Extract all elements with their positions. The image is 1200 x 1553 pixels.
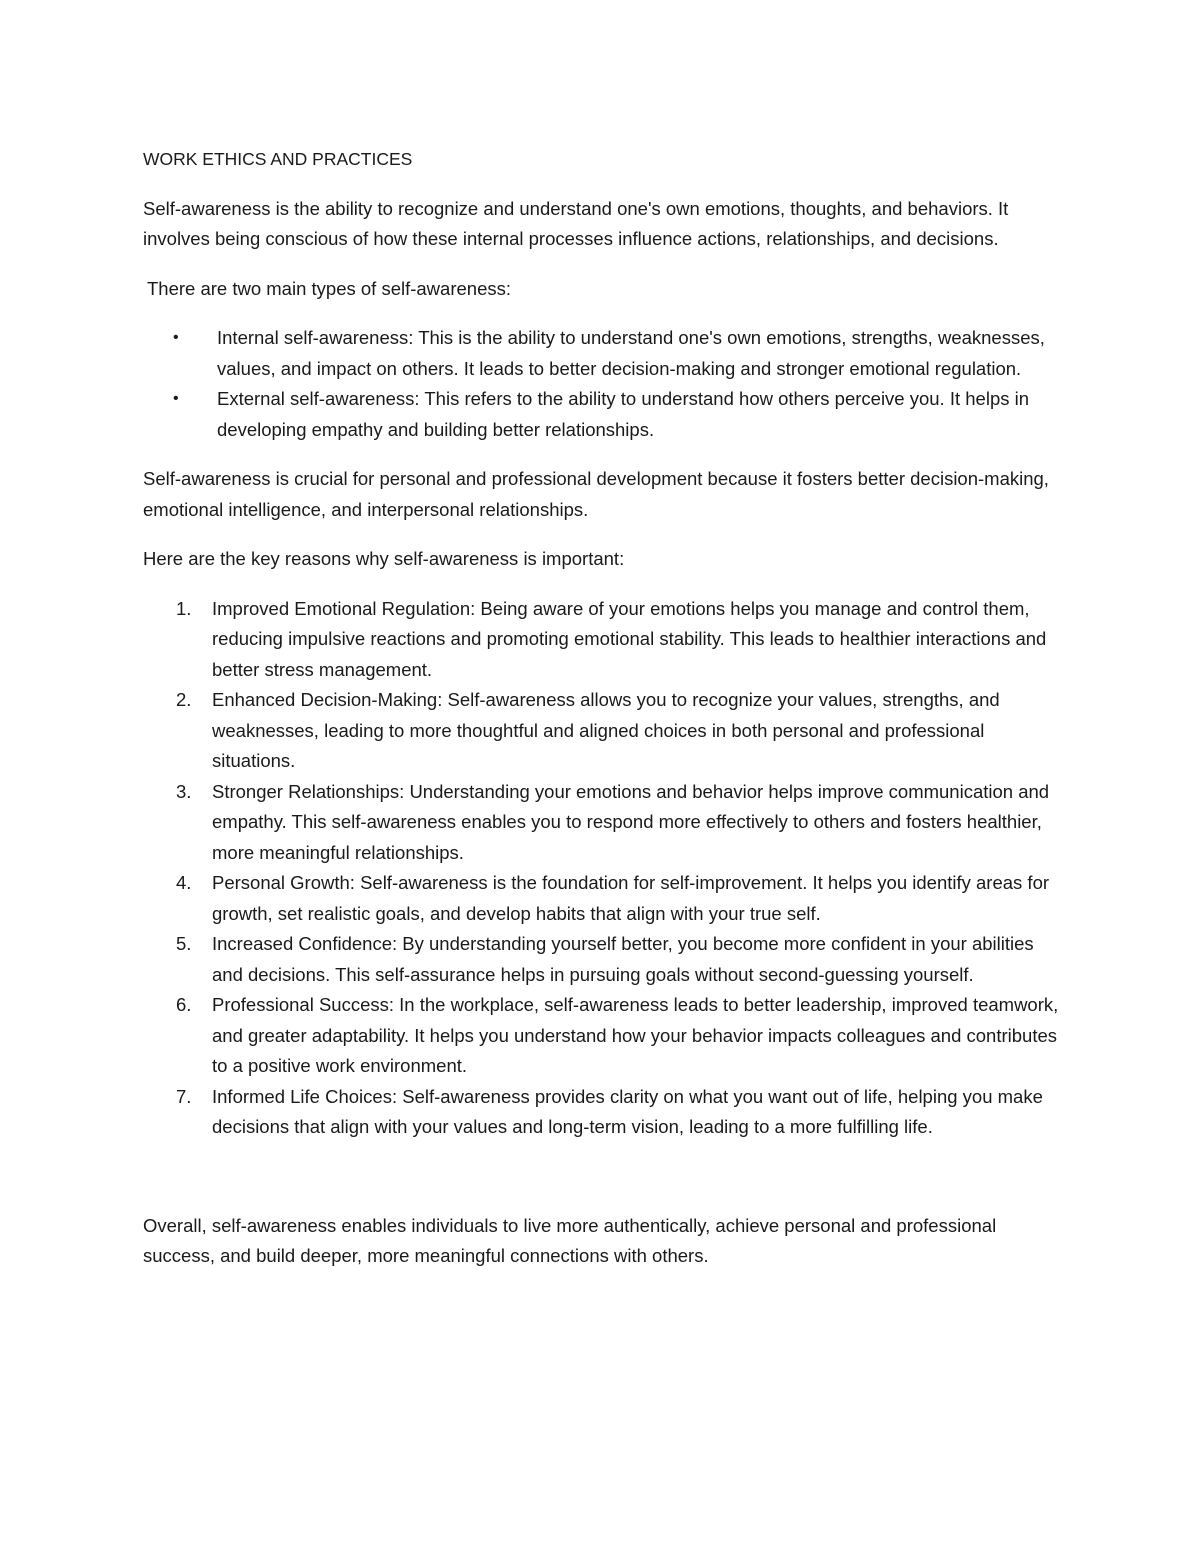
list-item <box>143 1082 1063 1143</box>
list-item-text: Informed Life Choices: Self-awareness provides clarity on what you want out of life, helping you make decisions that align with your values and long-term vision, leading to a more fulfilling life. <box>212 1085 1043 1137</box>
list-item-text: Enhanced Decision-Making: Self-awareness allows you to recognize your values, strengths, and weaknesses, leading to more thoughtful and aligned choices in both personal and professional situations. <box>212 689 1000 771</box>
list-number: 4. <box>176 872 192 893</box>
list-item-text: Increased Confidence: By understanding yourself better, you become more confident in your abilities and decisions. This self-assurance helps in pursuing goals without second-guessing yourself. <box>212 933 1034 985</box>
list-item-text: Stronger Relationships: Understanding your emotions and behavior helps improve communication and empathy. This self-awareness enables you to respond more effectively to others and fosters healthier, more meaningful relationships. <box>212 780 1050 863</box>
list-item <box>143 868 1063 929</box>
document-title: WORK ETHICS AND PRACTICES <box>143 149 413 169</box>
list-number: 3. <box>176 780 192 802</box>
list-number: 1. <box>176 597 192 619</box>
document-page <box>143 144 1063 1291</box>
importance-paragraph: Self-awareness is crucial for personal and professional development because it fosters better decision-making, emotional intelligence, and interpersonal relationships. <box>143 468 1049 520</box>
list-item <box>143 384 1063 445</box>
list-item <box>143 777 1063 869</box>
types-lead-paragraph: There are two main types of self-awareness: <box>147 277 511 299</box>
list-item <box>143 929 1063 990</box>
types-bullet-list <box>143 323 1063 445</box>
bullet-icon: • <box>173 329 179 346</box>
list-item <box>143 594 1063 686</box>
list-item-text: Personal Growth: Self-awareness is the foundation for self-improvement. It helps you identify areas for growth, set realistic goals, and develop habits that align with your true self. <box>212 872 1050 924</box>
reasons-numbered-list <box>143 594 1063 1143</box>
conclusion-paragraph: Overall, self-awareness enables individuals to live more authentically, achieve personal and professional success, and build deeper, more meaningful connections with others. <box>143 1214 997 1266</box>
list-item-text: Improved Emotional Regulation: Being aware of your emotions helps you manage and control them, reducing impulsive reactions and promoting emotional stability. This leads to healthier interactions and better stress management. <box>212 597 1047 680</box>
bullet-text: Internal self-awareness: This is the ability to understand one's own emotions, strengths, weaknesses, values, and impact on others. It leads to better decision-making and stronger emotional regulation. <box>217 327 1045 379</box>
blank-line <box>143 1162 1063 1211</box>
bullet-text: External self-awareness: This refers to the ability to understand how others perceive you. It helps in developing empathy and building better relationships. <box>217 388 1030 440</box>
reasons-lead-paragraph: Here are the key reasons why self-awareness is important: <box>143 548 625 569</box>
list-item-text: Professional Success: In the workplace, self-awareness leads to better leadership, improved teamwork, and greater adaptability. It helps you understand how your behavior impacts colleagues and contributes to a positive work environment. <box>212 994 1059 1076</box>
list-number: 7. <box>176 1085 192 1107</box>
list-item <box>143 990 1063 1082</box>
list-number: 6. <box>176 994 192 1015</box>
list-item <box>143 323 1063 384</box>
list-item <box>143 685 1063 777</box>
list-number: 5. <box>176 933 192 954</box>
list-number: 2. <box>176 689 192 710</box>
intro-paragraph: Self-awareness is the ability to recognize and understand one's own emotions, thoughts, and behaviors. It involves being conscious of how these internal processes influence actions, relationships, and decisions. <box>143 197 1009 249</box>
bullet-icon: • <box>173 390 179 407</box>
